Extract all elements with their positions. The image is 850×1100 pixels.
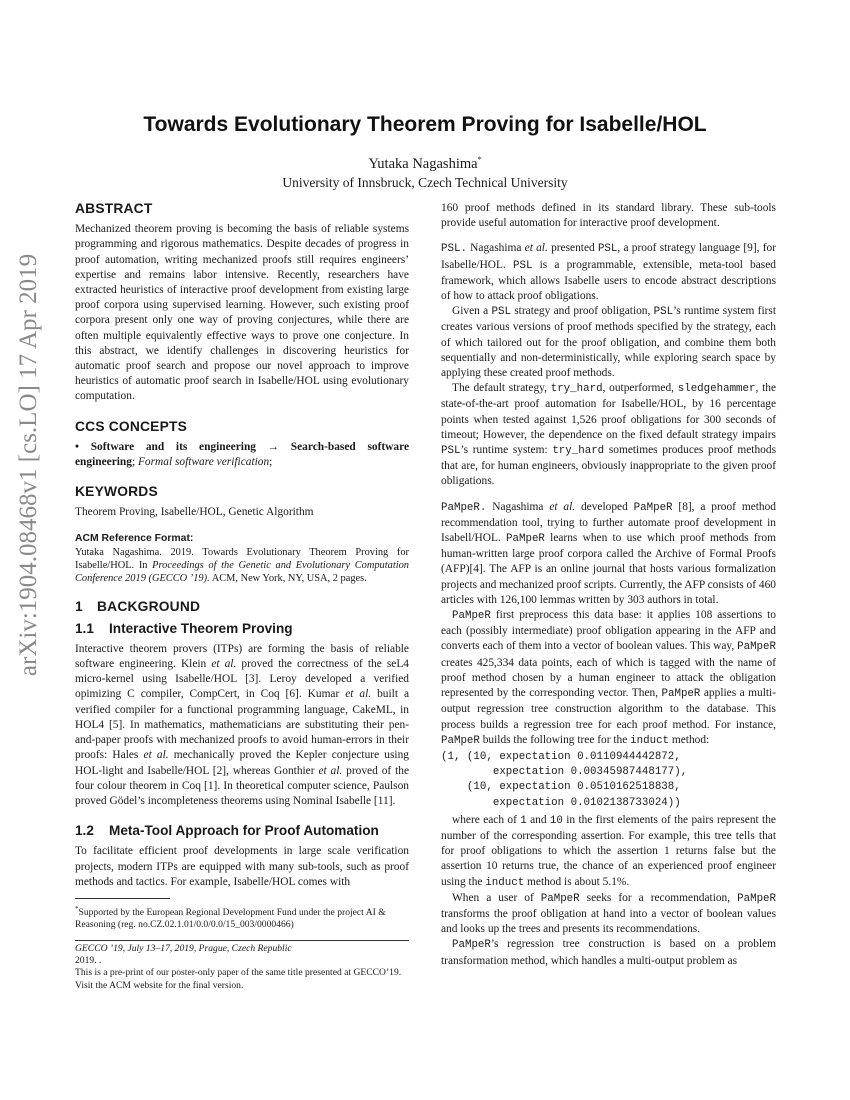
preprocess-paragraph: PaMpeR first preprocess this data base: it applies 108 assertions to each (possibly intermediate) proof obligation appearing in the AFP and converts each of them into a vector of boolean values. This way, PaMpeR creates 425,334 data points, each of which is tagged with the name of proof method chosen by a human engineer to attack the obligation represented by the corresponding vector. Then, PaMpeR applies a multi-output regression tree construction algorithm to the database. This process builds a regression tree for each proof method. For instance, PaMpeR builds the following tree for the induct method: <box>441 609 776 747</box>
section-background-heading: 1 BACKGROUND <box>75 599 201 615</box>
continued-paragraph: 160 proof methods defined in its standard library. These sub-tools provide useful automation for interactive proof development. <box>441 202 776 230</box>
construction-paragraph: PaMpeR’s regression tree construction is based on a problem transformation method, which handles a multi-output problem as <box>441 938 776 967</box>
author-footnote-mark: * <box>477 155 482 164</box>
keywords-heading: KEYWORDS <box>75 484 158 500</box>
preprint-note: This is a pre-print of our poster-only paper of the same title presented at GECCO’19. Visit the ACM website for the final version. <box>75 967 402 991</box>
keywords-text: Theorem Proving, Isabelle/HOL, Genetic Algorithm <box>75 506 314 519</box>
venue-footnote <box>75 940 409 992</box>
arxiv-sidebar <box>6 253 52 677</box>
psl-runtime-paragraph: Given a PSL strategy and proof obligation, PSL’s runtime system first creates various versions of proof methods specified by the strategy, each of which tailored out for the proof obligation, and combine them both sequentially and non-deterministically, while exploring search space by applying these created proof methods. <box>441 305 777 380</box>
left-column <box>75 201 409 890</box>
meta-tool-paragraph: To facilitate efficient proof developments in large scale verification projects, modern ITPs are equipped with many sub-tools, such as proof methods and tactics. For example, Isabelle/HOL comes with <box>75 845 409 888</box>
pamper-paragraph: PaMpeR. Nagashima et al. developed PaMpeR [8], a proof method recommendation tool, trying to further automate proof development in Isabell/HOL. PaMpeR learns when to use which proof methods from human-written large proof corpora called the Archive of Formal Proofs (AFP)[4]. The AFP is an online journal that hosts various formalization projects and mechanized proof scripts. Currently, the AFP consists of 460 articles with 126,100 lemmas written by 303 authors in total. <box>441 500 777 606</box>
author-name: Yutaka Nagashima <box>368 155 478 172</box>
venue-text: GECCO ’19, July 13–17, 2019, Prague, Czech Republic <box>75 943 292 954</box>
footnote-divider <box>75 898 170 899</box>
author-line <box>0 155 850 173</box>
recommendation-paragraph: When a user of PaMpeR seeks for a recommendation, PaMpeR transforms the proof obligation at hand into a vector of boolean values and looks up the trees and presents its recommendations. <box>441 891 777 936</box>
venue-divider <box>75 940 409 941</box>
affiliation: University of Innsbruck, Czech Technical University <box>282 175 568 190</box>
ccs-concepts: • Software and its engineering → Search-based software engineering; Formal software verification; <box>75 440 409 469</box>
psl-paragraph: PSL. Nagashima et al. presented PSL, a proof strategy language [9], for Isabelle/HOL. PSL is a programmable, extensible, meta-tool based framework, which allows Isabelle users to encode abstract descriptions of how to attack proof obligations. <box>441 242 777 303</box>
default-strategy-paragraph: The default strategy, try_hard, outperformed, sledgehammer, the state-of-the-art proof automation for Isabelle/HOL, by 16 percentage points when tested against 1,526 proof obligations for 300 seconds of timeout; However, the dependence on the fixed default strategy impairs PSL’s runtime system: try_hard sometimes produces proof methods that are, for human engineers, obviously inappropriate to the given proof obligations. <box>441 382 776 488</box>
regression-tree-code: (1, (10, expectation 0.0110944442872, expectation 0.00345987448177), (10, expectation 0.0510162518838, expectation 0.0102138733024)) <box>441 750 688 809</box>
year-text: 2019. . <box>75 955 102 967</box>
subsection-itp-heading: 1.1 Interactive Theorem Proving <box>75 620 293 636</box>
paper-title: Towards Evolutionary Theorem Proving for Isabelle/HOL <box>143 113 707 136</box>
right-column <box>441 201 776 969</box>
acm-reference-heading: ACM Reference Format: <box>75 532 194 544</box>
itp-paragraph: Interactive theorem provers (ITPs) are forming the basis of reliable software engineering. Klein et al. proved the correctness of the seL4 micro-kernel using Isabelle/HOL [3]. Leroy developed a verified opimizing C compiler, CompCert, in Coq [6]. Kumar et al. built a verified compiler for a functional programming language, CakeML, in HOL4 [5]. In mathematics, mathematicians are substituting their pen-and-paper proofs with mechanized proofs to avoid human-errors in their proofs: Hales et al. mechanically proved the Kepler conjecture using HOL-light and Isabelle/HOL [2], whereas Gonthier et al. proved of the four colour theorem in Coq [1]. In theoretical computer science, Paulson proved Gödel’s incompleteness theorems using Nominal Isabelle [11]. <box>75 642 410 807</box>
arxiv-identifier: arXiv:1904.08468v1 [cs.LO] 17 Apr 2019 <box>15 253 42 677</box>
abstract-text: Mechanized theorem proving is becoming the basis of reliable systems programming and rigorous mathematics. Despite decades of progress in proof automation, writing mechanized proofs still requires engineers’ expertise and remains labor intensive. Recently, researchers have extracted heuristics of interactive proof development from existing large proof corpora using supervised learning. However, such existing proof corpora present only one way of proving conjectures, while there are often multiple equivalently effective ways to prove one conjecture. In this abstract, we identify challenges in discovering heuristics for automatic proof search and propose our novel approach to improve heuristics of automatic proof search in Isabelle/HOL using evolutionary computation. <box>75 223 409 403</box>
abstract-heading: ABSTRACT <box>75 201 153 216</box>
tree-explanation-paragraph: where each of 1 and 10 in the first elements of the pairs represent the number of the corresponding assertion. For example, this tree tells that for proof obligations to which the assertion 1 returns false but the assertion 10 returns true, the chance of an experienced proof engineer using the induct method is about 5.1%. <box>441 813 776 889</box>
ccs-heading: CCS CONCEPTS <box>75 418 188 434</box>
subsection-meta-tool-heading: 1.2 Meta-Tool Approach for Proof Automation <box>75 823 379 839</box>
acm-reference-text: Yutaka Nagashima. 2019. Towards Evolutionary Theorem Proving for Isabelle/HOL. In Proceedings of the Genetic and Evolutionary Computation Conference 2019 (GECCO ’19). ACM, New York, NY, USA, 2 pages. <box>75 546 410 585</box>
funding-footnote: *Supported by the European Regional Development Fund under the project AI & Reasoning (reg. no.CZ.02.1.01/0.0/0.0/15_003/0000466) <box>75 905 386 931</box>
